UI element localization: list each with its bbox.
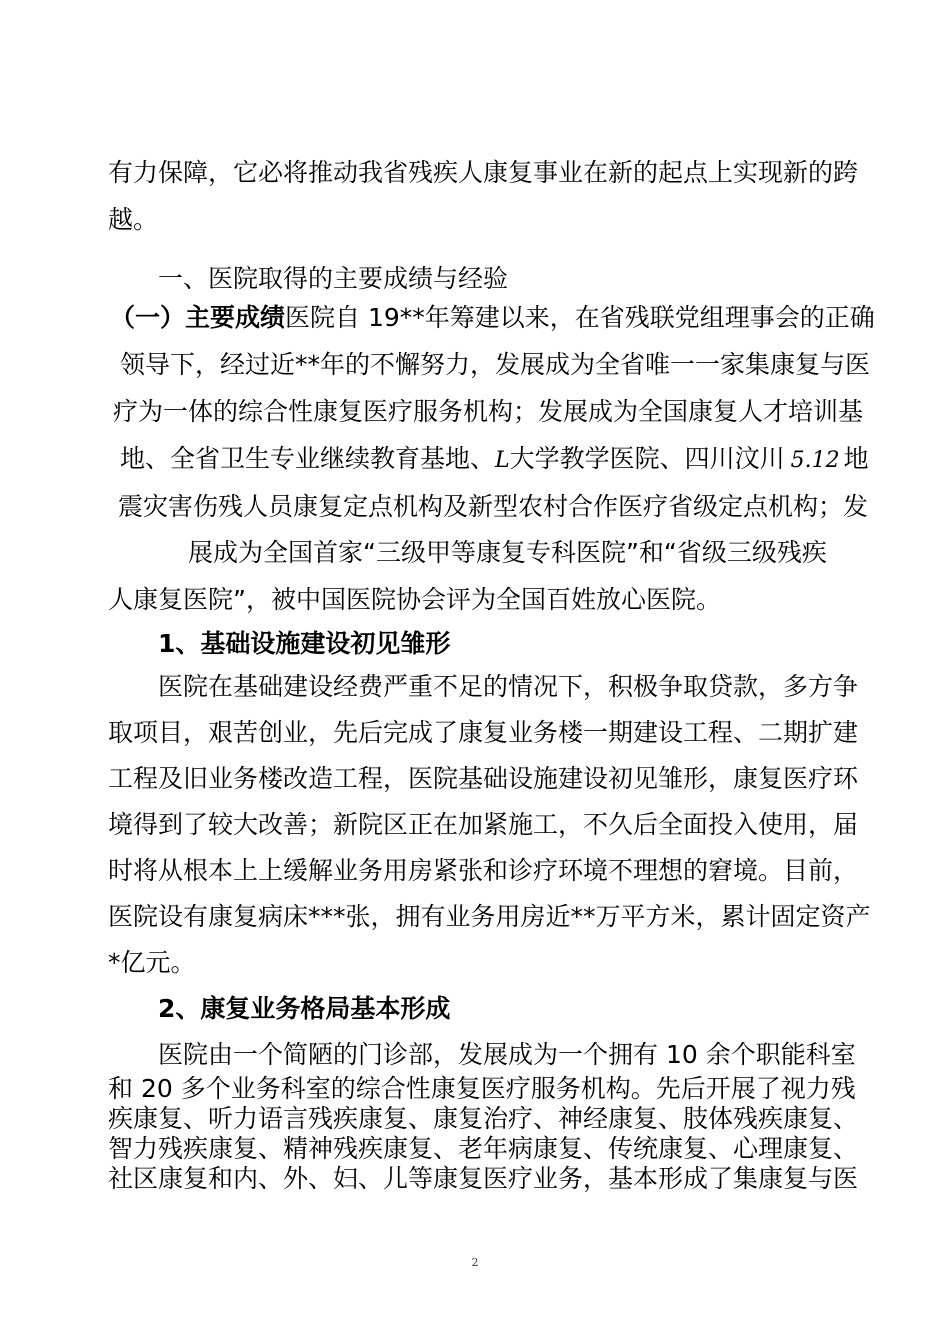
paragraph-line: 医院由一个简陋的门诊部，发展成为一个拥有 10 余个职能科室 (158, 1040, 856, 1069)
subsection-heading: 2、康复业务格局基本形成 (158, 994, 451, 1023)
paragraph-line: 疾康复、听力语言残疾康复、康复治疗、神经康复、肢体残疾康复、 (108, 1104, 859, 1133)
paragraph-line: 人康复医院”，被中国医院协会评为全国百姓放心医院。 (108, 585, 721, 614)
paragraph-line: 医院设有康复病床***张，拥有业务用房近**万平方米，累计固定资产 (108, 902, 871, 931)
paragraph-text: 地 (843, 444, 869, 473)
subsection-heading: 1、基础设施建设初见雏形 (158, 629, 451, 658)
section-heading: 一、医院取得的主要成绩与经验 (158, 264, 509, 293)
paragraph-text-italic: L (495, 448, 510, 473)
paragraph-line: 震灾害伤残人员康复定点机构及新型农村合作医疗省级定点机构；发 (118, 492, 869, 521)
paragraph-line: 疗为一体的综合性康复医疗服务机构；发展成为全国康复人才培训基 (113, 397, 864, 426)
paragraph-line: 取项目，艰苦创业，先后完成了康复业务楼一期建设工程、二期扩建 (108, 718, 859, 747)
paragraph-line: 领导下，经过近**年的不懈努力，发展成为全省唯一一家集康复与医 (120, 350, 871, 379)
subsection-heading: （一）主要成绩 (110, 303, 286, 332)
paragraph-line (110, 305, 875, 330)
paragraph-text: 大学教学医院、四川汶川 (509, 444, 785, 473)
paragraph-text-italic: 5.12 (790, 448, 840, 473)
paragraph-line: 境得到了较大改善；新院区正在加紧施工，不久后全面投入使用，届 (108, 810, 859, 839)
paragraph-text: 地、全省卫生专业继续教育基地、 (120, 444, 496, 473)
paragraph-line: 智力残疾康复、精神残疾康复、老年病康复、传统康复、心理康复、 (108, 1134, 859, 1163)
paragraph-line: 工程及旧业务楼改造工程，医院基础设施建设初见雏形，康复医疗环 (108, 764, 859, 793)
paragraph-line: 越。 (108, 205, 159, 234)
paragraph-line: 和 20 多个业务科室的综合性康复医疗服务机构。先后开展了视力残 (108, 1074, 856, 1103)
paragraph-line: 有力保障，它必将推动我省残疾人康复事业在新的起点上实现新的跨 (108, 158, 859, 187)
paragraph-line: 展成为全国首家“三级甲等康复专科医院”和“省级三级残疾 (188, 538, 827, 567)
paragraph-line: 社区康复和内、外、妇、儿等康复医疗业务，基本形成了集康复与医 (108, 1164, 859, 1193)
paragraph-line: 医院在基础建设经费严重不足的情况下，积极争取贷款，多方争 (158, 672, 859, 701)
paragraph-text: 医院自 19**年筹建以来，在省残联党组理事会的正确 (285, 303, 875, 332)
paragraph-line: *亿元。 (108, 948, 196, 977)
paragraph-line: 时将从根本上上缓解业务用房紧张和诊疗环境不理想的窘境。目前， (108, 856, 859, 885)
page-number: 2 (471, 1256, 479, 1269)
paragraph-line (120, 446, 869, 473)
